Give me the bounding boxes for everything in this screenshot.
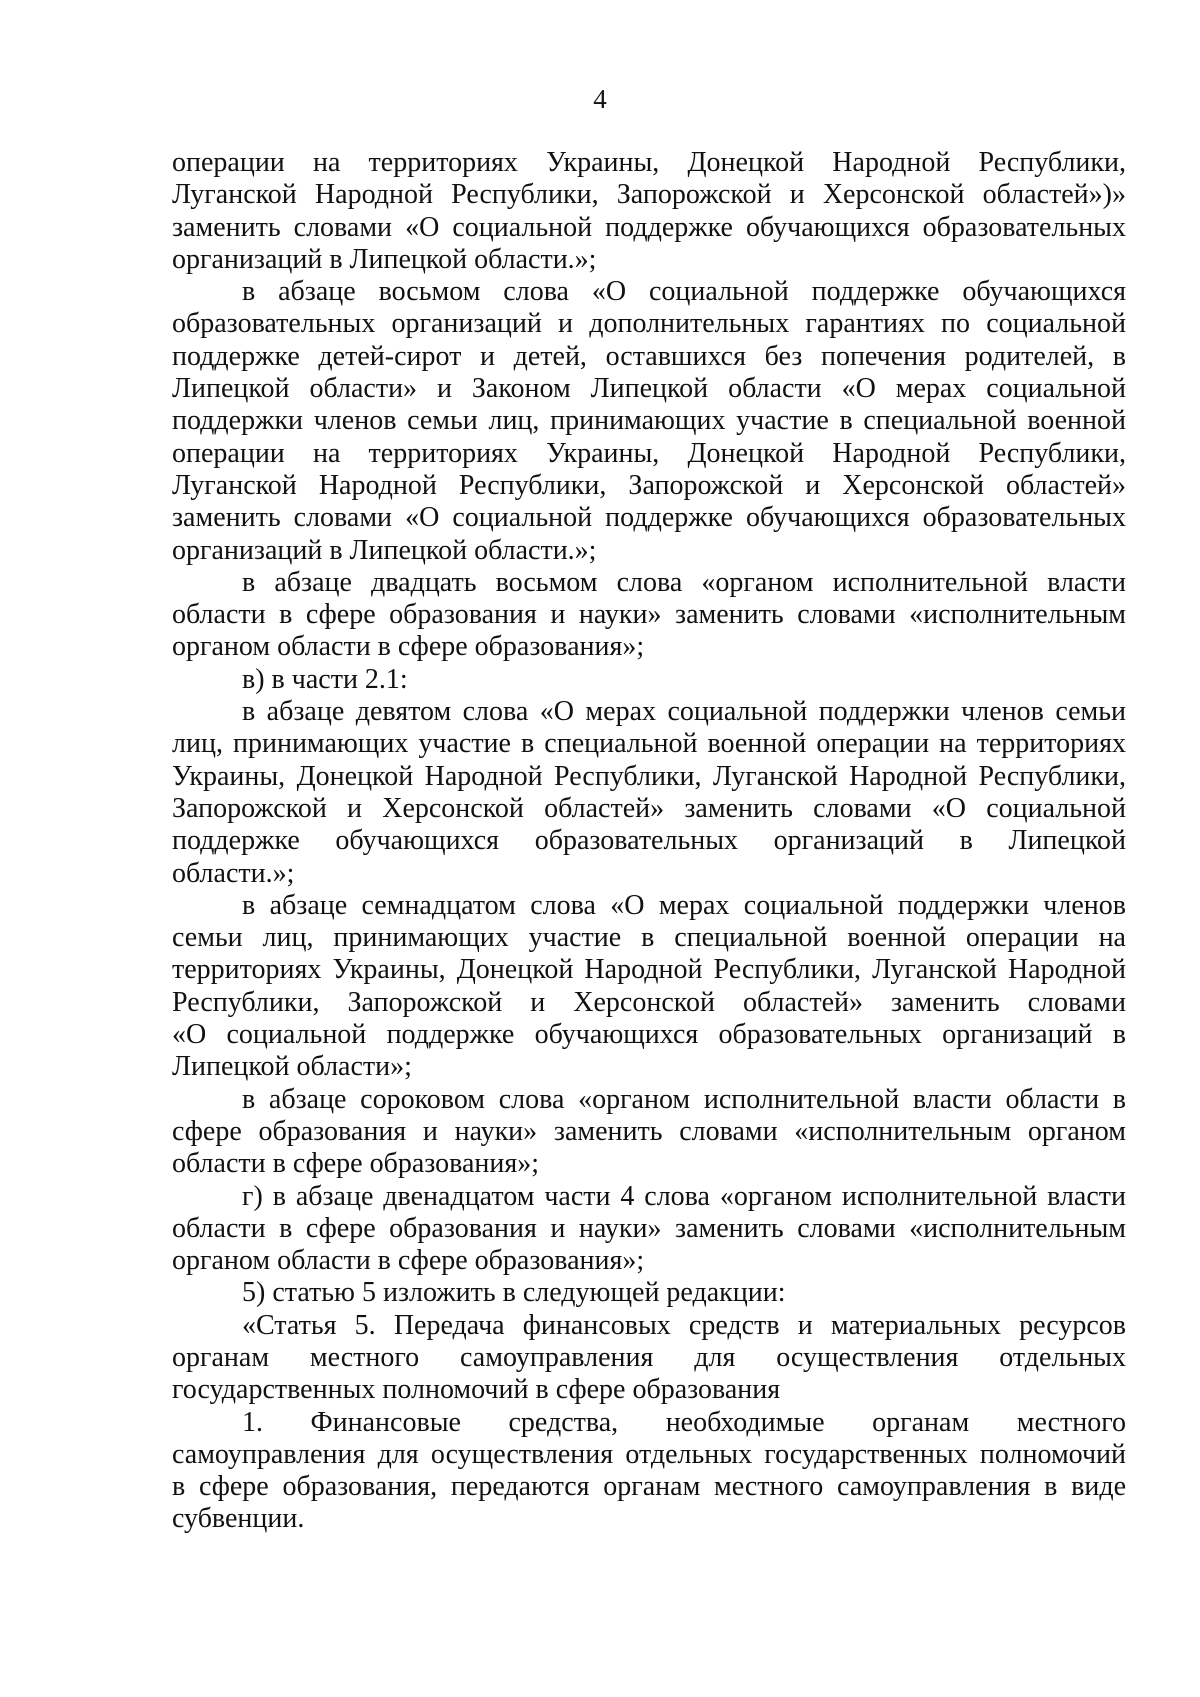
text-line: в абзаце сороковом слова «органом исполнительной власти области в xyxy=(242,1083,1126,1115)
text-line: 1. Финансовые средства, необходимые органам местного xyxy=(242,1406,1126,1438)
text-line: области в сфере образования и науки» заменить словами «исполнительным xyxy=(172,1212,1126,1244)
text-line: организаций в Липецкой области.»; xyxy=(172,534,597,566)
text-line: в сфере образования, передаются органам местного самоуправления в виде xyxy=(172,1471,1126,1503)
text-line: «Статья 5. Передача финансовых средств и материальных ресурсов xyxy=(242,1309,1126,1341)
text-line: Луганской Народной Республики, Запорожской и Херсонской областей»)» xyxy=(172,179,1126,211)
text-line: самоуправления для осуществления отдельных государственных полномочий xyxy=(172,1438,1126,1470)
text-line: Луганской Народной Республики, Запорожской и Херсонской областей» xyxy=(172,469,1126,501)
text-line: в абзаце семнадцатом слова «О мерах социальной поддержки членов xyxy=(242,889,1126,921)
text-line: заменить словами «О социальной поддержке обучающихся образовательных xyxy=(172,211,1126,243)
text-line: заменить словами «О социальной поддержке обучающихся образовательных xyxy=(172,502,1126,534)
text-line: образовательных организаций и дополнительных гарантиях по социальной xyxy=(172,308,1126,340)
text-line: организаций в Липецкой области.»; xyxy=(172,243,597,275)
text-line: поддержке обучающихся образовательных организаций в Липецкой xyxy=(172,825,1126,857)
text-line: территориях Украины, Донецкой Народной Республики, Луганской Народной xyxy=(172,954,1126,986)
text-line: семьи лиц, принимающих участие в специальной военной операции на xyxy=(172,922,1126,954)
text-line: Липецкой области» и Законом Липецкой области «О мерах социальной xyxy=(172,373,1126,405)
text-line: области.»; xyxy=(172,857,295,889)
text-line: Липецкой области»; xyxy=(172,1051,412,1083)
text-line: лиц, принимающих участие в специальной военной операции на территориях xyxy=(172,728,1126,760)
text-line: сфере образования и науки» заменить словами «исполнительным органом xyxy=(172,1115,1126,1147)
text-line: в абзаце двадцать восьмом слова «органом исполнительной власти xyxy=(242,566,1126,598)
text-line: «О социальной поддержке обучающихся образовательных организаций в xyxy=(172,1019,1126,1051)
text-line: области в сфере образования»; xyxy=(172,1148,540,1180)
text-line: Республики, Запорожской и Херсонской областей» заменить словами xyxy=(172,986,1126,1018)
text-line: поддержки членов семьи лиц, принимающих участие в специальной военной xyxy=(172,405,1126,437)
text-line: в) в части 2.1: xyxy=(242,663,408,695)
text-line: в абзаце восьмом слова «О социальной поддержке обучающихся xyxy=(242,276,1126,308)
text-line: поддержке детей-сирот и детей, оставшихся без попечения родителей, в xyxy=(172,340,1126,372)
text-line: области в сфере образования и науки» заменить словами «исполнительным xyxy=(172,599,1126,631)
text-line: Запорожской и Херсонской областей» заменить словами «О социальной xyxy=(172,792,1126,824)
text-line: органом области в сфере образования»; xyxy=(172,1245,645,1277)
document-body xyxy=(172,147,1126,1536)
text-line: органам местного самоуправления для осуществления отдельных xyxy=(172,1341,1126,1373)
text-line: операции на территориях Украины, Донецкой Народной Республики, xyxy=(172,147,1126,178)
text-line: Украины, Донецкой Народной Республики, Луганской Народной Республики, xyxy=(172,760,1126,792)
text-line: субвенции. xyxy=(172,1503,305,1535)
text-line: в абзаце девятом слова «О мерах социальной поддержки членов семьи xyxy=(242,696,1126,728)
text-line: 5) статью 5 изложить в следующей редакции: xyxy=(242,1277,786,1309)
page-number: 4 xyxy=(593,84,607,114)
text-line: операции на территориях Украины, Донецкой Народной Республики, xyxy=(172,437,1126,469)
text-line: г) в абзаце двенадцатом части 4 слова «органом исполнительной власти xyxy=(242,1180,1126,1212)
text-line: органом области в сфере образования»; xyxy=(172,631,645,663)
text-line: государственных полномочий в сфере образования xyxy=(172,1374,781,1406)
